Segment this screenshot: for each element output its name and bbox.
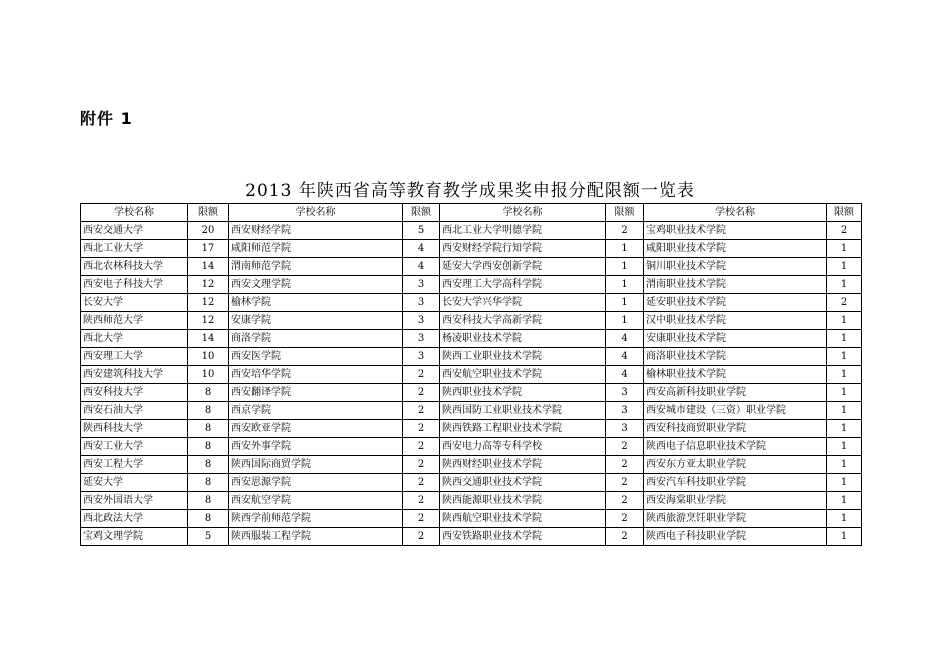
quota-cell: 1 [827, 474, 862, 492]
quota-cell: 1 [827, 330, 862, 348]
quota-cell: 1 [827, 348, 862, 366]
column-header-school-name: 学校名称 [440, 204, 606, 222]
quota-cell: 1 [606, 312, 644, 330]
quota-cell: 2 [606, 222, 644, 240]
quota-cell: 1 [827, 492, 862, 510]
quota-cell: 4 [403, 240, 440, 258]
quota-cell: 3 [606, 420, 644, 438]
quota-cell: 8 [188, 438, 229, 456]
table-header-row [81, 204, 862, 222]
quota-cell: 2 [827, 222, 862, 240]
quota-cell: 4 [606, 366, 644, 384]
school-name-cell: 西安石油大学 [81, 402, 188, 420]
quota-cell: 2 [403, 456, 440, 474]
column-header-quota: 限额 [403, 204, 440, 222]
table-row [81, 402, 862, 420]
school-name-cell: 西安翻译学院 [229, 384, 403, 402]
quota-cell: 2 [606, 456, 644, 474]
quota-cell: 1 [827, 456, 862, 474]
school-name-cell: 陕西工业职业技术学院 [440, 348, 606, 366]
school-name-cell: 西安财经学院行知学院 [440, 240, 606, 258]
school-name-cell: 西安理工大学 [81, 348, 188, 366]
table-row [81, 258, 862, 276]
school-name-cell: 西安工业大学 [81, 438, 188, 456]
table-row [81, 312, 862, 330]
quota-cell: 1 [827, 384, 862, 402]
school-name-cell: 西安文理学院 [229, 276, 403, 294]
school-name-cell: 西安铁路职业技术学院 [440, 528, 606, 546]
school-name-cell: 陕西铁路工程职业技术学院 [440, 420, 606, 438]
quota-cell: 4 [606, 348, 644, 366]
school-name-cell: 西安医学院 [229, 348, 403, 366]
school-name-cell: 延安大学西安创新学院 [440, 258, 606, 276]
quota-cell: 1 [606, 240, 644, 258]
school-name-cell: 宝鸡职业技术学院 [644, 222, 827, 240]
school-name-cell: 渭南师范学院 [229, 258, 403, 276]
quota-cell: 1 [827, 510, 862, 528]
quota-cell: 17 [188, 240, 229, 258]
quota-cell: 1 [827, 402, 862, 420]
quota-cell: 2 [606, 438, 644, 456]
quota-cell: 2 [403, 384, 440, 402]
school-name-cell: 西北工业大学 [81, 240, 188, 258]
school-name-cell: 西安海棠职业学院 [644, 492, 827, 510]
school-name-cell: 西京学院 [229, 402, 403, 420]
table-body [81, 222, 862, 546]
school-name-cell: 陕西国防工业职业技术学院 [440, 402, 606, 420]
quota-cell: 8 [188, 420, 229, 438]
quota-cell: 1 [827, 366, 862, 384]
school-name-cell: 西安汽车科技职业学院 [644, 474, 827, 492]
school-name-cell: 西安理工大学高科学院 [440, 276, 606, 294]
school-name-cell: 西北大学 [81, 330, 188, 348]
school-name-cell: 西安欧亚学院 [229, 420, 403, 438]
school-name-cell: 西安航空学院 [229, 492, 403, 510]
school-name-cell: 陕西交通职业技术学院 [440, 474, 606, 492]
table-row [81, 348, 862, 366]
school-name-cell: 陕西电子信息职业技术学院 [644, 438, 827, 456]
quota-cell: 3 [403, 276, 440, 294]
school-name-cell: 商洛职业技术学院 [644, 348, 827, 366]
quota-cell: 3 [606, 384, 644, 402]
school-name-cell: 西安外事学院 [229, 438, 403, 456]
quota-cell: 12 [188, 294, 229, 312]
school-name-cell: 西安城市建设（三资）职业学院 [644, 402, 827, 420]
table-row [81, 456, 862, 474]
school-name-cell: 西安科技大学高新学院 [440, 312, 606, 330]
school-name-cell: 榆林学院 [229, 294, 403, 312]
school-name-cell: 西安建筑科技大学 [81, 366, 188, 384]
quota-cell: 10 [188, 348, 229, 366]
quota-cell: 14 [188, 258, 229, 276]
quota-cell: 2 [606, 528, 644, 546]
quota-cell: 8 [188, 456, 229, 474]
quota-cell: 3 [403, 312, 440, 330]
quota-cell: 8 [188, 384, 229, 402]
quota-cell: 3 [403, 294, 440, 312]
quota-cell: 1 [827, 258, 862, 276]
table-row [81, 294, 862, 312]
table-row [81, 474, 862, 492]
school-name-cell: 西安航空职业技术学院 [440, 366, 606, 384]
school-name-cell: 西安电力高等专科学校 [440, 438, 606, 456]
quota-cell: 3 [606, 402, 644, 420]
school-name-cell: 西安交通大学 [81, 222, 188, 240]
table-row [81, 222, 862, 240]
table-row [81, 510, 862, 528]
school-name-cell: 西安培华学院 [229, 366, 403, 384]
quota-cell: 8 [188, 492, 229, 510]
column-header-school-name: 学校名称 [229, 204, 403, 222]
school-name-cell: 西安高新科技职业学院 [644, 384, 827, 402]
quota-cell: 2 [403, 366, 440, 384]
quota-cell: 2 [403, 474, 440, 492]
quota-cell: 2 [403, 492, 440, 510]
quota-cell: 2 [403, 420, 440, 438]
quota-cell: 2 [606, 492, 644, 510]
school-name-cell: 延安大学 [81, 474, 188, 492]
column-header-quota: 限额 [188, 204, 229, 222]
quota-cell: 10 [188, 366, 229, 384]
table-row [81, 276, 862, 294]
quota-cell: 1 [827, 240, 862, 258]
school-name-cell: 杨凌职业技术学院 [440, 330, 606, 348]
school-name-cell: 延安职业技术学院 [644, 294, 827, 312]
quota-cell: 12 [188, 276, 229, 294]
school-name-cell: 咸阳师范学院 [229, 240, 403, 258]
quota-cell: 12 [188, 312, 229, 330]
quota-cell: 1 [827, 438, 862, 456]
school-name-cell: 铜川职业技术学院 [644, 258, 827, 276]
school-name-cell: 西安思源学院 [229, 474, 403, 492]
school-name-cell: 汉中职业技术学院 [644, 312, 827, 330]
school-name-cell: 陕西电子科技职业学院 [644, 528, 827, 546]
table-row [81, 330, 862, 348]
quota-cell: 8 [188, 474, 229, 492]
school-name-cell: 西北工业大学明德学院 [440, 222, 606, 240]
quota-cell: 5 [188, 528, 229, 546]
school-name-cell: 西北政法大学 [81, 510, 188, 528]
quota-cell: 2 [403, 438, 440, 456]
table-row [81, 492, 862, 510]
quota-cell: 1 [606, 294, 644, 312]
school-name-cell: 陕西学前师范学院 [229, 510, 403, 528]
quota-cell: 4 [606, 330, 644, 348]
quota-cell: 2 [606, 510, 644, 528]
attachment-label: 附件 1 [80, 109, 133, 128]
school-name-cell: 陕西财经职业技术学院 [440, 456, 606, 474]
quota-cell: 1 [606, 258, 644, 276]
quota-cell: 1 [827, 420, 862, 438]
quota-cell: 20 [188, 222, 229, 240]
quota-cell: 8 [188, 510, 229, 528]
quota-cell: 4 [403, 258, 440, 276]
quota-table [80, 203, 862, 546]
school-name-cell: 长安大学兴华学院 [440, 294, 606, 312]
quota-cell: 1 [827, 276, 862, 294]
table-row [81, 240, 862, 258]
quota-cell: 2 [403, 402, 440, 420]
quota-cell: 2 [403, 528, 440, 546]
school-name-cell: 西安财经学院 [229, 222, 403, 240]
school-name-cell: 陕西职业技术学院 [440, 384, 606, 402]
school-name-cell: 西安工程大学 [81, 456, 188, 474]
document-title: 2013 年陕西省高等教育教学成果奖申报分配限额一览表 [245, 181, 695, 201]
quota-cell: 3 [403, 348, 440, 366]
table-row [81, 528, 862, 546]
quota-cell: 2 [606, 474, 644, 492]
quota-cell: 5 [403, 222, 440, 240]
table-row [81, 384, 862, 402]
school-name-cell: 陕西科技大学 [81, 420, 188, 438]
school-name-cell: 咸阳职业技术学院 [644, 240, 827, 258]
quota-cell: 14 [188, 330, 229, 348]
table-row [81, 438, 862, 456]
table-row [81, 366, 862, 384]
school-name-cell: 西安东方亚太职业学院 [644, 456, 827, 474]
quota-cell: 8 [188, 402, 229, 420]
quota-cell: 1 [827, 528, 862, 546]
school-name-cell: 陕西服装工程学院 [229, 528, 403, 546]
school-name-cell: 西安电子科技大学 [81, 276, 188, 294]
school-name-cell: 榆林职业技术学院 [644, 366, 827, 384]
table-row [81, 420, 862, 438]
quota-cell: 1 [606, 276, 644, 294]
school-name-cell: 陕西能源职业技术学院 [440, 492, 606, 510]
column-header-school-name: 学校名称 [81, 204, 188, 222]
school-name-cell: 渭南职业技术学院 [644, 276, 827, 294]
column-header-school-name: 学校名称 [644, 204, 827, 222]
quota-cell: 1 [827, 312, 862, 330]
school-name-cell: 安康职业技术学院 [644, 330, 827, 348]
quota-cell: 2 [827, 294, 862, 312]
school-name-cell: 陕西旅游烹饪职业学院 [644, 510, 827, 528]
school-name-cell: 宝鸡文理学院 [81, 528, 188, 546]
school-name-cell: 陕西国际商贸学院 [229, 456, 403, 474]
quota-cell: 3 [403, 330, 440, 348]
school-name-cell: 西安科技商贸职业学院 [644, 420, 827, 438]
school-name-cell: 西安科技大学 [81, 384, 188, 402]
school-name-cell: 安康学院 [229, 312, 403, 330]
column-header-quota: 限额 [606, 204, 644, 222]
column-header-quota: 限额 [827, 204, 862, 222]
school-name-cell: 商洛学院 [229, 330, 403, 348]
school-name-cell: 长安大学 [81, 294, 188, 312]
school-name-cell: 陕西师范大学 [81, 312, 188, 330]
school-name-cell: 西北农林科技大学 [81, 258, 188, 276]
school-name-cell: 陕西航空职业技术学院 [440, 510, 606, 528]
quota-cell: 2 [403, 510, 440, 528]
school-name-cell: 西安外国语大学 [81, 492, 188, 510]
